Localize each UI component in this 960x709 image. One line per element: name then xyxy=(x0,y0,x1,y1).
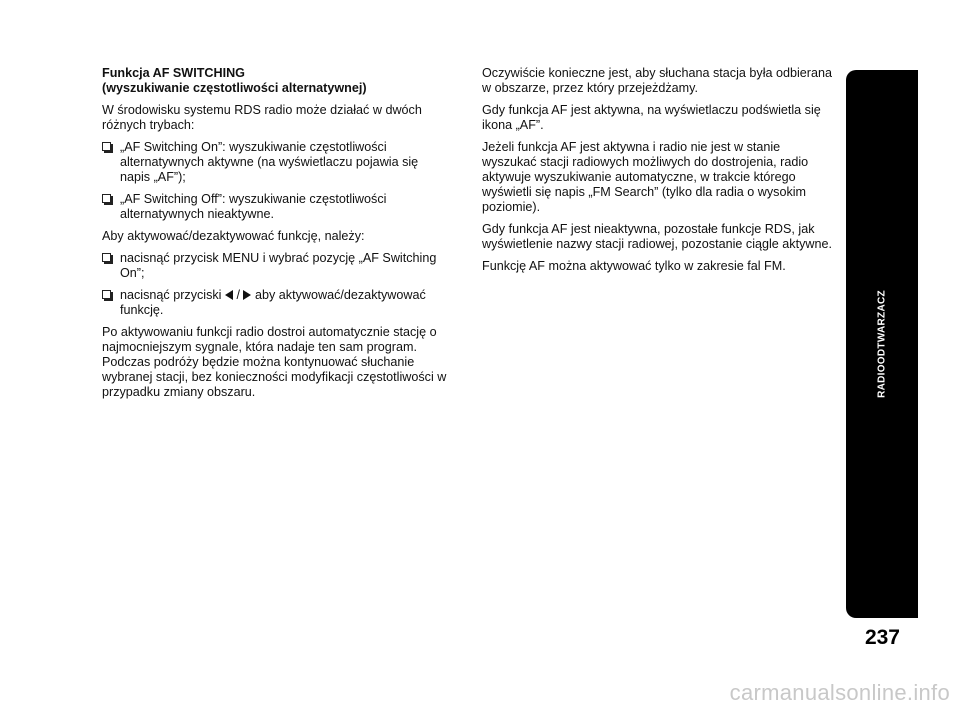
closing-paragraph: Po aktywowaniu funkcji radio dostroi automatycznie stację o najmocniejszym sygnale, która nadaje ten sam program. Podczas podróży będzie można kontynuować słuchanie wybranej stacji, bez konieczności modyfikacji częstotliwości w przypadku zmiany obszaru. xyxy=(102,325,447,399)
list-item xyxy=(102,140,447,185)
right-paragraph-1: Oczywiście konieczne jest, aby słuchana stacja była odbierana w obszarze, przez który przejeżdżamy. xyxy=(482,66,833,95)
modes-list xyxy=(102,140,447,222)
page-number: 237 xyxy=(864,626,900,649)
activate-intro: Aby aktywować/dezaktywować funkcję, należy: xyxy=(102,229,365,243)
step-2-slash: / xyxy=(236,288,240,302)
section-heading xyxy=(102,66,447,96)
left-arrow-icon xyxy=(225,290,233,300)
side-tab-label: RADIOODTWARZACZ xyxy=(876,290,888,398)
steps-list xyxy=(102,251,447,318)
heading-line-2: (wyszukiwanie częstotliwości alternatywnej) xyxy=(102,81,367,95)
right-paragraph-3: Jeżeli funkcja AF jest aktywna i radio nie jest w stanie wyszukać stacji radiowych możliwych do dostrojenia, radio aktywuje wyszukiwanie automatyczne, w trakcie którego wyświetli się napis „FM Search” (tylko dla radia o wysokim poziomie). xyxy=(482,140,809,214)
step-2-after: aby aktywować/dezaktywować funkcję. xyxy=(120,288,426,317)
mode-off-text: „AF Switching Off”: wyszukiwanie częstotliwości alternatywnych nieaktywne. xyxy=(120,192,387,221)
watermark: carmanualsonline.info xyxy=(729,680,950,705)
checkbox-bullet-icon xyxy=(102,194,111,203)
right-paragraph-4: Gdy funkcja AF jest nieaktywna, pozostałe funkcje RDS, jak wyświetlenie nazwy stacji radiowej, pozostanie ciągle aktywne. xyxy=(482,222,832,251)
left-column xyxy=(102,66,447,407)
list-item xyxy=(102,288,447,318)
step-2-before: nacisnąć przyciski xyxy=(120,288,222,302)
checkbox-bullet-icon xyxy=(102,253,111,262)
list-item xyxy=(102,192,447,222)
mode-on-text: „AF Switching On”: wyszukiwanie częstotliwości alternatywnych aktywne (na wyświetlaczu pojawia się napis „AF”); xyxy=(120,140,419,184)
checkbox-bullet-icon xyxy=(102,142,111,151)
right-paragraph-5: Funkcję AF można aktywować tylko w zakresie fal FM. xyxy=(482,259,786,273)
right-arrow-icon xyxy=(243,290,251,300)
section-side-tab xyxy=(846,70,918,618)
checkbox-bullet-icon xyxy=(102,290,111,299)
list-item xyxy=(102,251,447,281)
right-paragraph-2: Gdy funkcja AF jest aktywna, na wyświetlaczu podświetla się ikona „AF”. xyxy=(482,103,821,132)
step-1-text: nacisnąć przycisk MENU i wybrać pozycję „AF Switching On”; xyxy=(120,251,437,280)
intro-paragraph: W środowisku systemu RDS radio może działać w dwóch różnych trybach: xyxy=(102,103,422,132)
heading-line-1: Funkcja AF SWITCHING xyxy=(102,66,245,80)
right-column xyxy=(482,66,834,281)
